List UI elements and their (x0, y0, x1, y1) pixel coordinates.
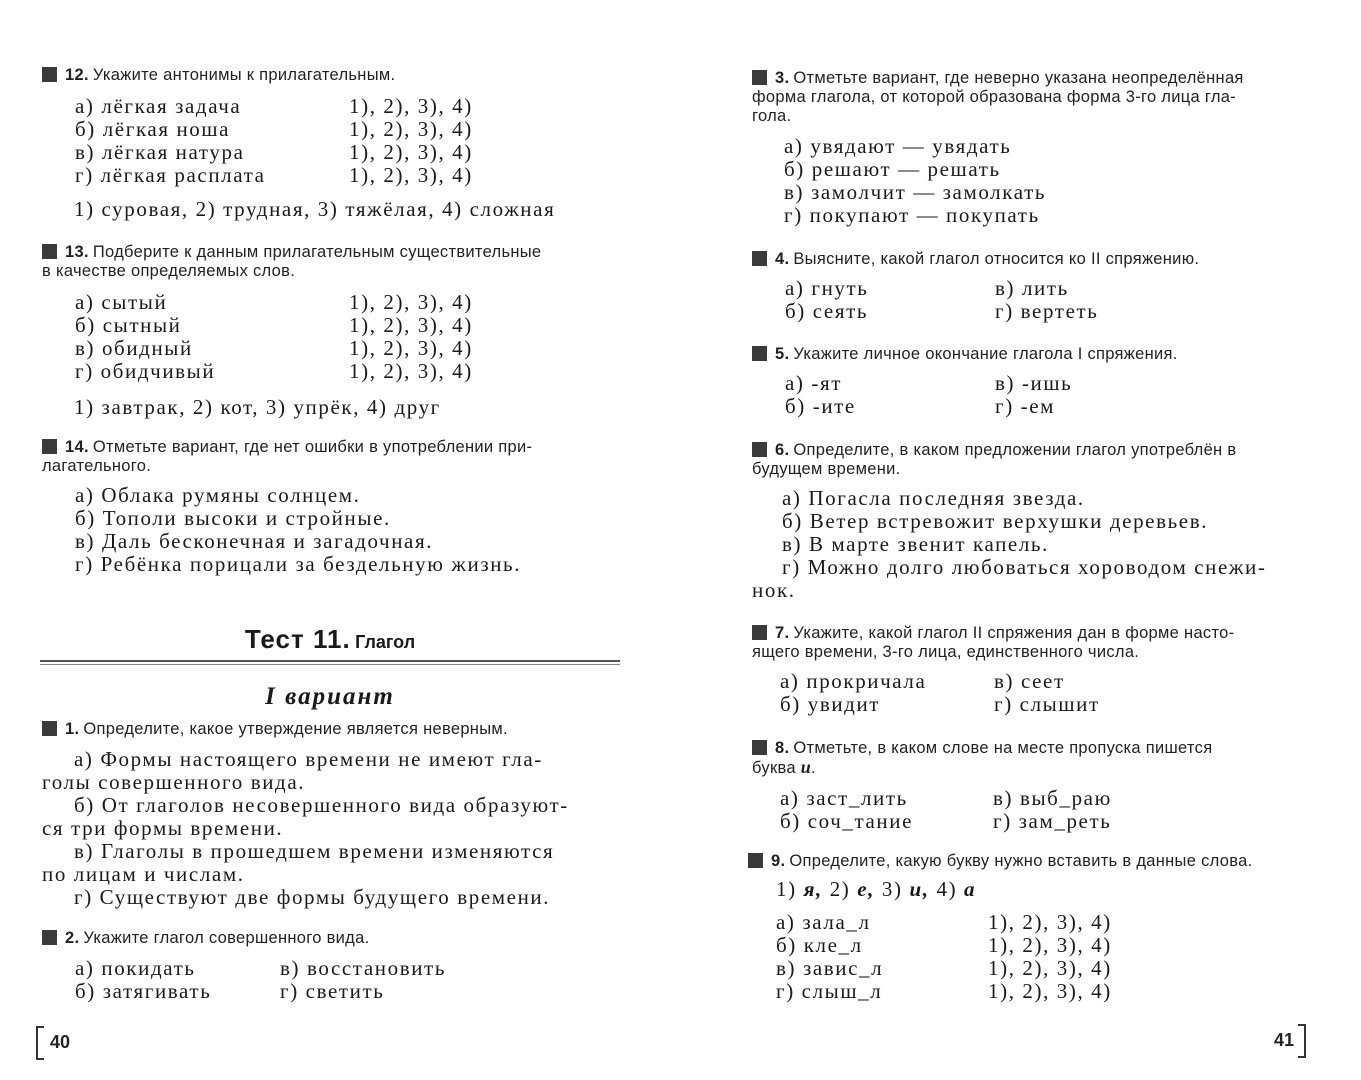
page-number-bracket (1298, 1024, 1306, 1058)
answer-row (42, 291, 632, 314)
answer-option: а) прокричала (780, 669, 927, 693)
statement-list (42, 748, 632, 909)
answer-row (42, 118, 632, 141)
answer-choices: 1), 2), 3), 4) (349, 313, 473, 337)
answer-row (748, 980, 1322, 1003)
answer-option: б) -ите (785, 394, 856, 418)
answer-list (42, 484, 632, 576)
answer-label: в) лёгкая натура (75, 140, 245, 164)
answer-option: в) восстановить (280, 956, 446, 980)
variant-heading: I вариант (265, 683, 395, 710)
options-line: 1) завтрак, 2) кот, 3) упрёк, 4) друг (74, 395, 441, 419)
title-rule (40, 660, 620, 662)
square-bullet-icon (42, 930, 57, 945)
test-topic: Глагол (355, 632, 416, 652)
question-header (752, 739, 1322, 758)
answer-row (752, 300, 1322, 323)
question-7 (752, 624, 1322, 716)
answer-label: в) обидный (75, 336, 193, 360)
question-header (42, 243, 632, 262)
question-text-cont: будущем времени. (752, 460, 901, 478)
answer-row (752, 670, 1322, 693)
question-number: 6. (775, 441, 790, 459)
answer-grid (752, 670, 1322, 716)
answer-line: г) Ребёнка порицали за бездельную жизнь. (75, 552, 522, 576)
question-number: 13. (65, 243, 89, 261)
question-text: Определите, в каком предложении глагол употреблён в (793, 441, 1237, 459)
question-text: Отметьте вариант, где нет ошибки в употреблении при- (92, 438, 533, 456)
answer-label: а) лёгкая задача (75, 94, 242, 118)
answer-row (42, 337, 632, 360)
question-number: 12. (65, 66, 89, 84)
question-header (42, 720, 632, 739)
answer-option: в) сеет (994, 669, 1065, 693)
answer-option: г) вертеть (995, 299, 1099, 323)
square-bullet-icon (752, 625, 767, 640)
answer-line: б) Тополи высоки и стройные. (75, 506, 391, 530)
question-8 (752, 739, 1322, 833)
answer-option: а) -ят (785, 371, 842, 395)
statement-line: б) От глаголов несовершенного вида образуют- (74, 793, 569, 817)
answer-choices: 1), 2), 3), 4) (988, 979, 1112, 1003)
answer-option: б) соч_тание (780, 809, 914, 833)
answer-choices: 1), 2), 3), 4) (349, 290, 473, 314)
answer-option: г) зам_реть (993, 809, 1112, 833)
legend-letter: а (964, 877, 977, 901)
answer-line: б) решают — решать (784, 157, 1001, 181)
answer-label: а) зала_л (776, 910, 871, 934)
square-bullet-icon (42, 721, 57, 736)
question-text-cont: форма глагола, от которой образована форма 3-го лица гла- (752, 88, 1237, 106)
answer-choices: 1), 2), 3), 4) (349, 94, 473, 118)
square-bullet-icon (752, 740, 767, 755)
answer-row (752, 787, 1322, 810)
legend-letter: е, (857, 877, 876, 901)
answer-label: б) лёгкая ноша (75, 117, 231, 141)
answer-line: б) Ветер встревожит верхушки деревьев. (782, 509, 1209, 533)
answer-row (752, 372, 1322, 395)
answer-option: б) затягивать (75, 979, 212, 1003)
answer-choices: 1), 2), 3), 4) (988, 933, 1112, 957)
answer-choices: 1), 2), 3), 4) (988, 910, 1112, 934)
answer-line: в) замолчит — замолкать (784, 180, 1047, 204)
question-header (42, 438, 632, 457)
question-number: 1. (65, 720, 80, 738)
question-text-cont: гола. (752, 107, 792, 125)
question-number: 3. (775, 69, 790, 87)
answer-line: а) Облака румяны солнцем. (75, 483, 361, 507)
answer-option: в) выб_раю (993, 786, 1112, 810)
question-9 (748, 852, 1322, 1003)
left-page (40, 0, 630, 1080)
question-number: 8. (775, 739, 790, 757)
answer-option: а) покидать (75, 956, 196, 980)
answer-option: а) гнуть (785, 276, 869, 300)
answer-option: в) -ишь (995, 371, 1073, 395)
answer-grid (752, 277, 1322, 323)
question-number: 9. (771, 852, 786, 870)
highlighted-letter: и (800, 757, 812, 777)
question-text-cont: в качестве определяемых слов. (42, 262, 296, 280)
answer-grid (752, 372, 1322, 418)
statement-line: а) Формы настоящего времени не имеют гла- (74, 747, 543, 771)
right-page (752, 0, 1322, 1080)
square-bullet-icon (752, 442, 767, 457)
answer-list (748, 911, 1322, 1003)
answer-line: а) увядают — увядать (784, 134, 1012, 158)
question-text-part: . (811, 759, 816, 777)
question-number: 4. (775, 250, 790, 268)
answer-row (42, 360, 632, 383)
question-text-cont: лагательного. (42, 457, 152, 475)
answer-label: г) лёгкая расплата (75, 163, 266, 187)
legend-letter: и, (909, 877, 930, 901)
answer-row (752, 810, 1322, 833)
legend-number: 4) (936, 877, 958, 901)
answer-choices: 1), 2), 3), 4) (349, 117, 473, 141)
answer-label: г) слыш_л (776, 979, 883, 1003)
answer-row (42, 980, 632, 1003)
square-bullet-icon (752, 70, 767, 85)
answer-option: в) лить (995, 276, 1069, 300)
question-4 (752, 250, 1322, 323)
question-text: Подберите к данным прилагательным существительные (92, 243, 542, 261)
statement-line: голы совершенного вида. (42, 770, 306, 794)
answer-row (42, 314, 632, 337)
answer-line: г) покупают — покупать (784, 203, 1040, 227)
answer-list (42, 291, 632, 383)
statement-line: по лицам и числам. (42, 862, 245, 886)
question-number: 2. (65, 929, 80, 947)
question-text: Выясните, какой глагол относится ко II спряжению. (793, 250, 1200, 268)
answer-choices: 1), 2), 3), 4) (349, 163, 473, 187)
question-header (42, 66, 632, 85)
question-14 (42, 438, 632, 576)
answer-row (42, 141, 632, 164)
answer-choices: 1), 2), 3), 4) (349, 140, 473, 164)
square-bullet-icon (42, 244, 57, 259)
question-2 (42, 929, 632, 1003)
question-text-cont (752, 758, 1322, 778)
answer-row (42, 95, 632, 118)
answer-grid (752, 787, 1322, 833)
answer-row (748, 934, 1322, 957)
answer-list (752, 487, 1322, 602)
question-header (42, 929, 632, 948)
legend-letter: я, (803, 877, 823, 901)
answer-label: б) сытный (75, 313, 182, 337)
answer-option: а) заст_лить (780, 786, 908, 810)
answer-row (748, 911, 1322, 934)
statement-line: ся три формы времени. (42, 816, 284, 840)
question-6 (752, 441, 1322, 602)
legend-number: 3) (881, 877, 903, 901)
answer-option: б) сеять (785, 299, 869, 323)
question-header (752, 345, 1322, 364)
question-header (752, 624, 1322, 643)
answer-line: а) Погасла последняя звезда. (782, 486, 1085, 510)
answer-grid (42, 957, 632, 1003)
question-number: 5. (775, 345, 790, 363)
page-number: 41 (1274, 1030, 1295, 1050)
question-1 (42, 720, 632, 909)
question-number: 14. (65, 438, 89, 456)
question-text: Укажите, какой глагол II спряжения дан в форме насто- (793, 624, 1235, 642)
answer-option: г) слышит (994, 692, 1100, 716)
square-bullet-icon (752, 251, 767, 266)
answer-row (748, 957, 1322, 980)
answer-label: г) обидчивый (75, 359, 216, 383)
question-text-cont: ящего времени, 3-го лица, единственного числа. (752, 643, 1140, 661)
answer-label: в) завис_л (776, 956, 884, 980)
square-bullet-icon (748, 853, 763, 868)
question-5 (752, 345, 1322, 418)
square-bullet-icon (752, 346, 767, 361)
answer-option: г) светить (280, 979, 385, 1003)
answer-row (752, 277, 1322, 300)
test-number: Тест 11. (244, 624, 351, 654)
question-text: Укажите глагол совершенного вида. (83, 929, 370, 947)
question-text-part: буква (752, 759, 796, 777)
answer-line: г) Можно долго любоваться хороводом снежи- (782, 555, 1267, 579)
question-3 (752, 69, 1322, 227)
answer-row (42, 164, 632, 187)
square-bullet-icon (42, 439, 57, 454)
question-text: Укажите антонимы к прилагательным. (92, 66, 396, 84)
page-number: 40 (50, 1032, 71, 1052)
answer-label: а) сытый (75, 290, 168, 314)
answer-row (752, 395, 1322, 418)
square-bullet-icon (42, 67, 57, 82)
answer-choices: 1), 2), 3), 4) (349, 336, 473, 360)
question-header (752, 69, 1322, 88)
answer-list (752, 135, 1322, 227)
question-header (748, 852, 1322, 871)
answer-choices: 1), 2), 3), 4) (988, 956, 1112, 980)
letter-options (776, 877, 1322, 902)
answer-label: б) кле_л (776, 933, 863, 957)
test-title (40, 624, 620, 655)
question-text: Отметьте вариант, где неверно указана неопределённая (793, 69, 1244, 87)
question-header (752, 250, 1322, 269)
question-number: 7. (775, 624, 790, 642)
question-13 (42, 243, 632, 420)
answer-list (42, 95, 632, 187)
statement-line: в) Глаголы в прошедшем времени изменяются (74, 839, 555, 863)
question-text: Укажите личное окончание глагола I спряжения. (793, 345, 1178, 363)
answer-row (42, 957, 632, 980)
answer-line: в) Даль бесконечная и загадочная. (75, 529, 434, 553)
answer-row (752, 693, 1322, 716)
answer-option: б) увидит (780, 692, 881, 716)
answer-line: нок. (752, 578, 796, 602)
title-rule-thin (40, 664, 620, 665)
question-text: Отметьте, в каком слове на месте пропуска пишется (793, 739, 1213, 757)
legend-number: 2) (829, 877, 851, 901)
answer-choices: 1), 2), 3), 4) (349, 359, 473, 383)
question-header (752, 441, 1322, 460)
question-text: Определите, какое утверждение является неверным. (83, 720, 508, 738)
question-text: Определите, какую букву нужно вставить в данные слова. (789, 852, 1253, 870)
answer-line: в) В марте звенит капель. (782, 532, 1049, 556)
options-line: 1) суровая, 2) трудная, 3) тяжёлая, 4) сложная (74, 197, 556, 221)
page-number-bracket (36, 1026, 44, 1060)
answer-option: г) -ем (995, 394, 1056, 418)
legend-number: 1) (776, 877, 797, 901)
statement-line: г) Существуют две формы будущего времени. (74, 885, 551, 909)
question-12 (42, 66, 632, 222)
